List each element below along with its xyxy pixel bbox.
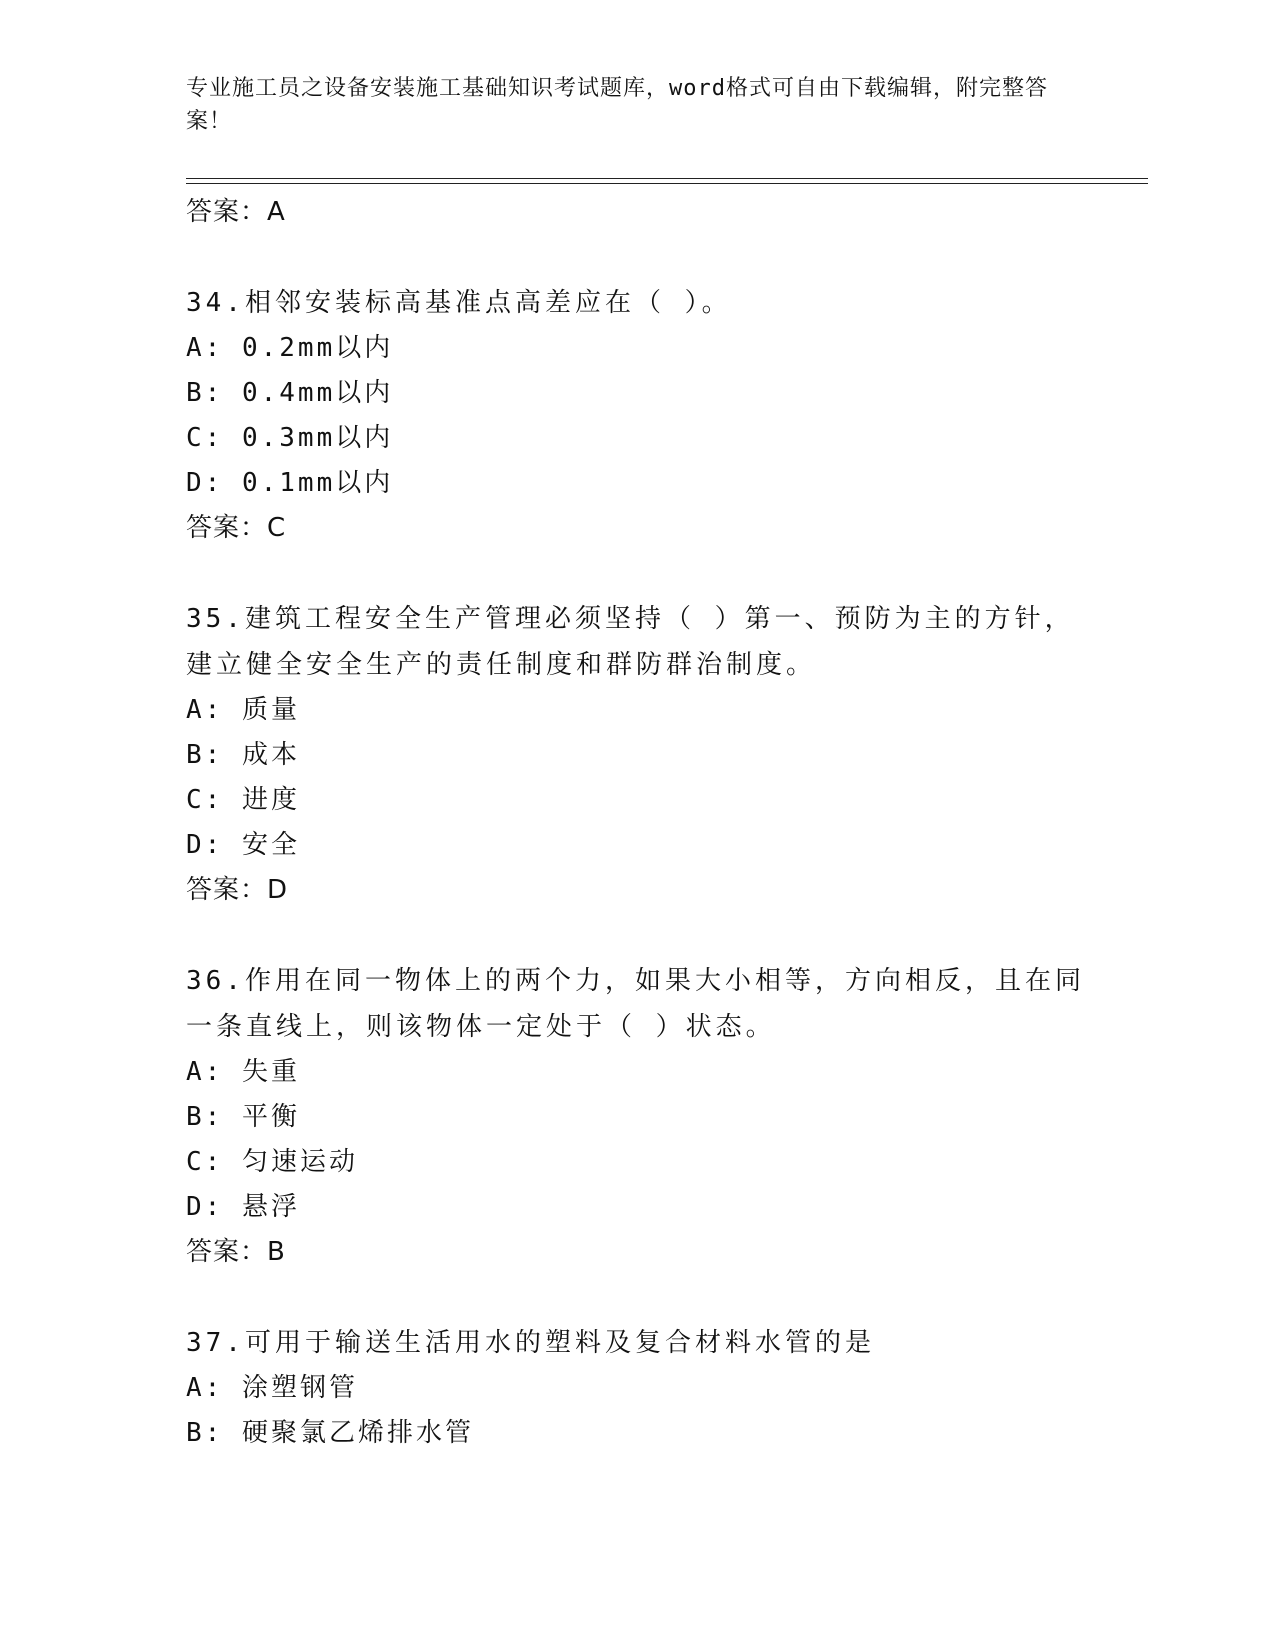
option-a: A: 质量 bbox=[186, 695, 300, 725]
option-c: C: 进度 bbox=[186, 785, 300, 815]
question-block bbox=[186, 596, 1086, 912]
option-c: C: 匀速运动 bbox=[186, 1147, 358, 1177]
option-b: B: 成本 bbox=[186, 740, 300, 770]
question-block bbox=[186, 280, 1086, 550]
option-b: B: 平衡 bbox=[186, 1102, 300, 1132]
previous-answer: 答案：A bbox=[186, 197, 286, 227]
option-d: D: 安全 bbox=[186, 830, 300, 860]
question-stem: 34.相邻安装标高基准点高差应在（ ）。 bbox=[186, 288, 732, 318]
option-a: A: 涂塑钢管 bbox=[186, 1373, 358, 1403]
option-b: B: 0.4mm以内 bbox=[186, 378, 394, 408]
question-stem: 36.作用在同一物体上的两个力，如果大小相等，方向相反，且在同一条直线上，则该物体一定处于（ ）状态。 bbox=[186, 966, 1085, 1042]
question-answer: 答案：B bbox=[186, 1237, 286, 1267]
question-list bbox=[186, 190, 1086, 1456]
option-d: D: 悬浮 bbox=[186, 1192, 300, 1222]
header-divider-top bbox=[186, 178, 1148, 179]
option-b: B: 硬聚氯乙烯排水管 bbox=[186, 1418, 474, 1448]
question-answer: 答案：C bbox=[186, 513, 287, 543]
header-divider-bottom bbox=[186, 183, 1148, 184]
option-a: A: 0.2mm以内 bbox=[186, 333, 394, 363]
question-answer: 答案：D bbox=[186, 875, 289, 905]
option-c: C: 0.3mm以内 bbox=[186, 423, 394, 453]
question-stem: 37.可用于输送生活用水的塑料及复合材料水管的是 bbox=[186, 1328, 875, 1358]
option-a: A: 失重 bbox=[186, 1057, 300, 1087]
question-stem: 35.建筑工程安全生产管理必须坚持（ ）第一、预防为主的方针，建立健全安全生产的责任制度和群防群治制度。 bbox=[186, 604, 1075, 680]
document-header-title: 专业施工员之设备安装施工基础知识考试题库，word格式可自由下载编辑，附完整答案！ bbox=[186, 76, 1048, 134]
option-d: D: 0.1mm以内 bbox=[186, 468, 394, 498]
question-block bbox=[186, 1320, 1086, 1456]
question-block bbox=[186, 958, 1086, 1274]
